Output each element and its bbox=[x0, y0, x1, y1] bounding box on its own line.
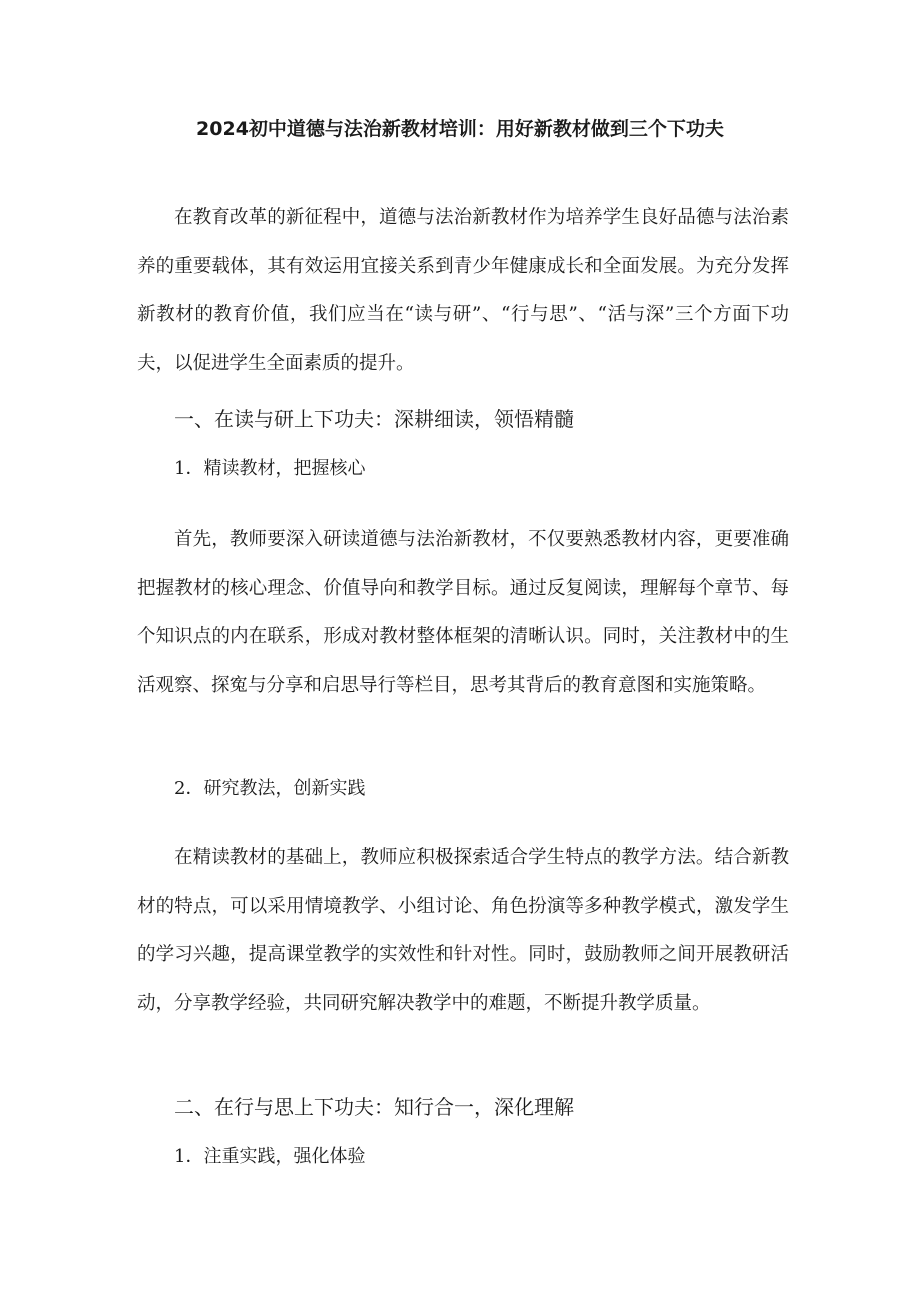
intro-paragraph: 在教育改革的新征程中，道德与法治新教材作为培养学生良好品德与法治素养的重要载体，其有效运用宜接关系到青少年健康成长和全面发展。为充分发挥新教材的教育价值，我们应当在“读与研”、“行与思”、“活与深”三个方面下功夫，以促进学生全面素质的提升。 bbox=[137, 207, 789, 374]
subheading-1-1: 1．精读教材，把握核心 bbox=[174, 458, 366, 479]
subheading-2-1: 1．注重实践，强化体验 bbox=[174, 1146, 366, 1167]
section-heading-1: 一、在读与研上下功夫：深耕细读，领悟精髓 bbox=[174, 407, 574, 431]
paragraph-1-2: 在精读教材的基础上，教师应积极探索适合学生特点的教学方法。结合新教材的特点，可以采用情境教学、小组讨论、角色扮演等多种教学模式，激发学生的学习兴趣，提高课堂教学的实效性和针对性。同时，鼓励教师之间开展教研活动，分享教学经验，共同研究解决教学中的难题，不断提升教学质量。 bbox=[137, 847, 789, 1014]
document-title: 2024初中道德与法治新教材培训：用好新教材做到三个下功夫 bbox=[196, 118, 724, 140]
section-heading-2: 二、在行与思上下功夫：知行合一，深化理解 bbox=[174, 1095, 574, 1119]
subheading-1-2: 2．研究教法，创新实践 bbox=[174, 778, 366, 799]
paragraph-1-1: 首先，教师要深入研读道德与法治新教材，不仅要熟悉教材内容，更要准确把握教材的核心理念、价值导向和教学目标。通过反复阅读，理解每个章节、每个知识点的内在联系，形成对教材整体框架的清晰认识。同时，关注教材中的生活观察、探寃与分享和启思导行等栏目，思考其背后的教育意图和实施策略。 bbox=[137, 529, 789, 696]
